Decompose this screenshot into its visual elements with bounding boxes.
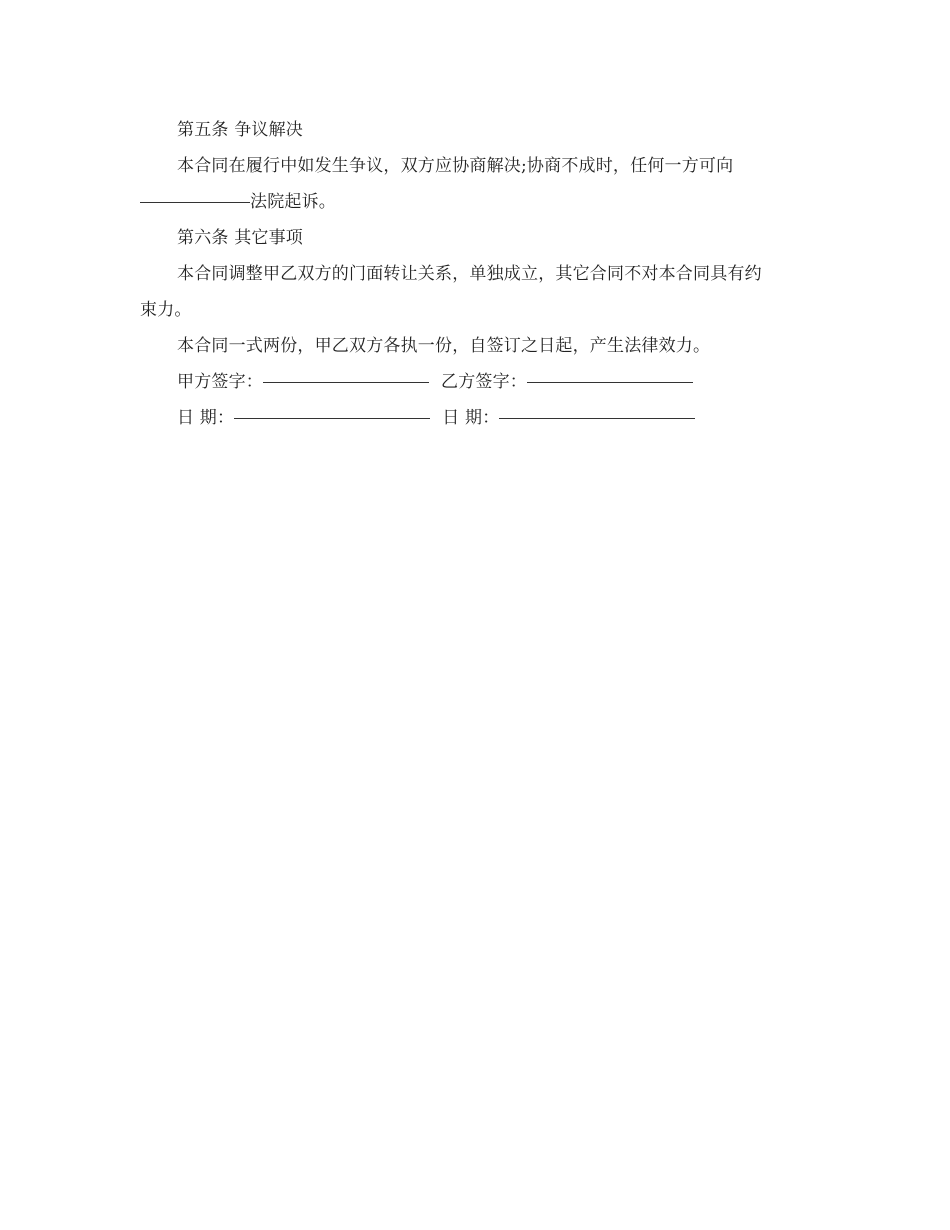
article-6-paragraph-2: 本合同一式两份，甲乙双方各执一份，自签订之日起，产生法律效力。 [177, 336, 711, 356]
article-6-paragraph-1-line-2: 束力。 [140, 300, 192, 320]
court-name-blank[interactable] [140, 180, 250, 203]
party-b-date-blank[interactable] [499, 396, 695, 419]
party-b-signature-label: 乙方签字： [441, 372, 527, 392]
party-b-date-label: 日 期： [442, 408, 500, 428]
party-a-signature-blank[interactable] [263, 360, 429, 383]
article-6-paragraph-1-line-1: 本合同调整甲乙双方的门面转让关系，单独成立，其它合同不对本合同具有约 [177, 264, 762, 284]
party-a-date-label: 日 期： [177, 408, 235, 428]
article-5-paragraph-suffix: 法院起诉。 [250, 192, 336, 212]
document-body [140, 112, 812, 436]
article-6-heading: 第六条 其它事项 [177, 228, 304, 248]
date-row [140, 400, 812, 436]
party-a-signature-label: 甲方签字： [177, 372, 263, 392]
article-5-paragraph-line-2 [140, 184, 812, 220]
party-b-signature-blank[interactable] [527, 360, 693, 383]
party-a-date-blank[interactable] [234, 396, 430, 419]
article-5-paragraph-line-1: 本合同在履行中如发生争议，双方应协商解决;协商不成时，任何一方可向 [177, 156, 734, 176]
signature-row [140, 364, 812, 400]
article-5-heading: 第五条 争议解决 [177, 120, 304, 140]
